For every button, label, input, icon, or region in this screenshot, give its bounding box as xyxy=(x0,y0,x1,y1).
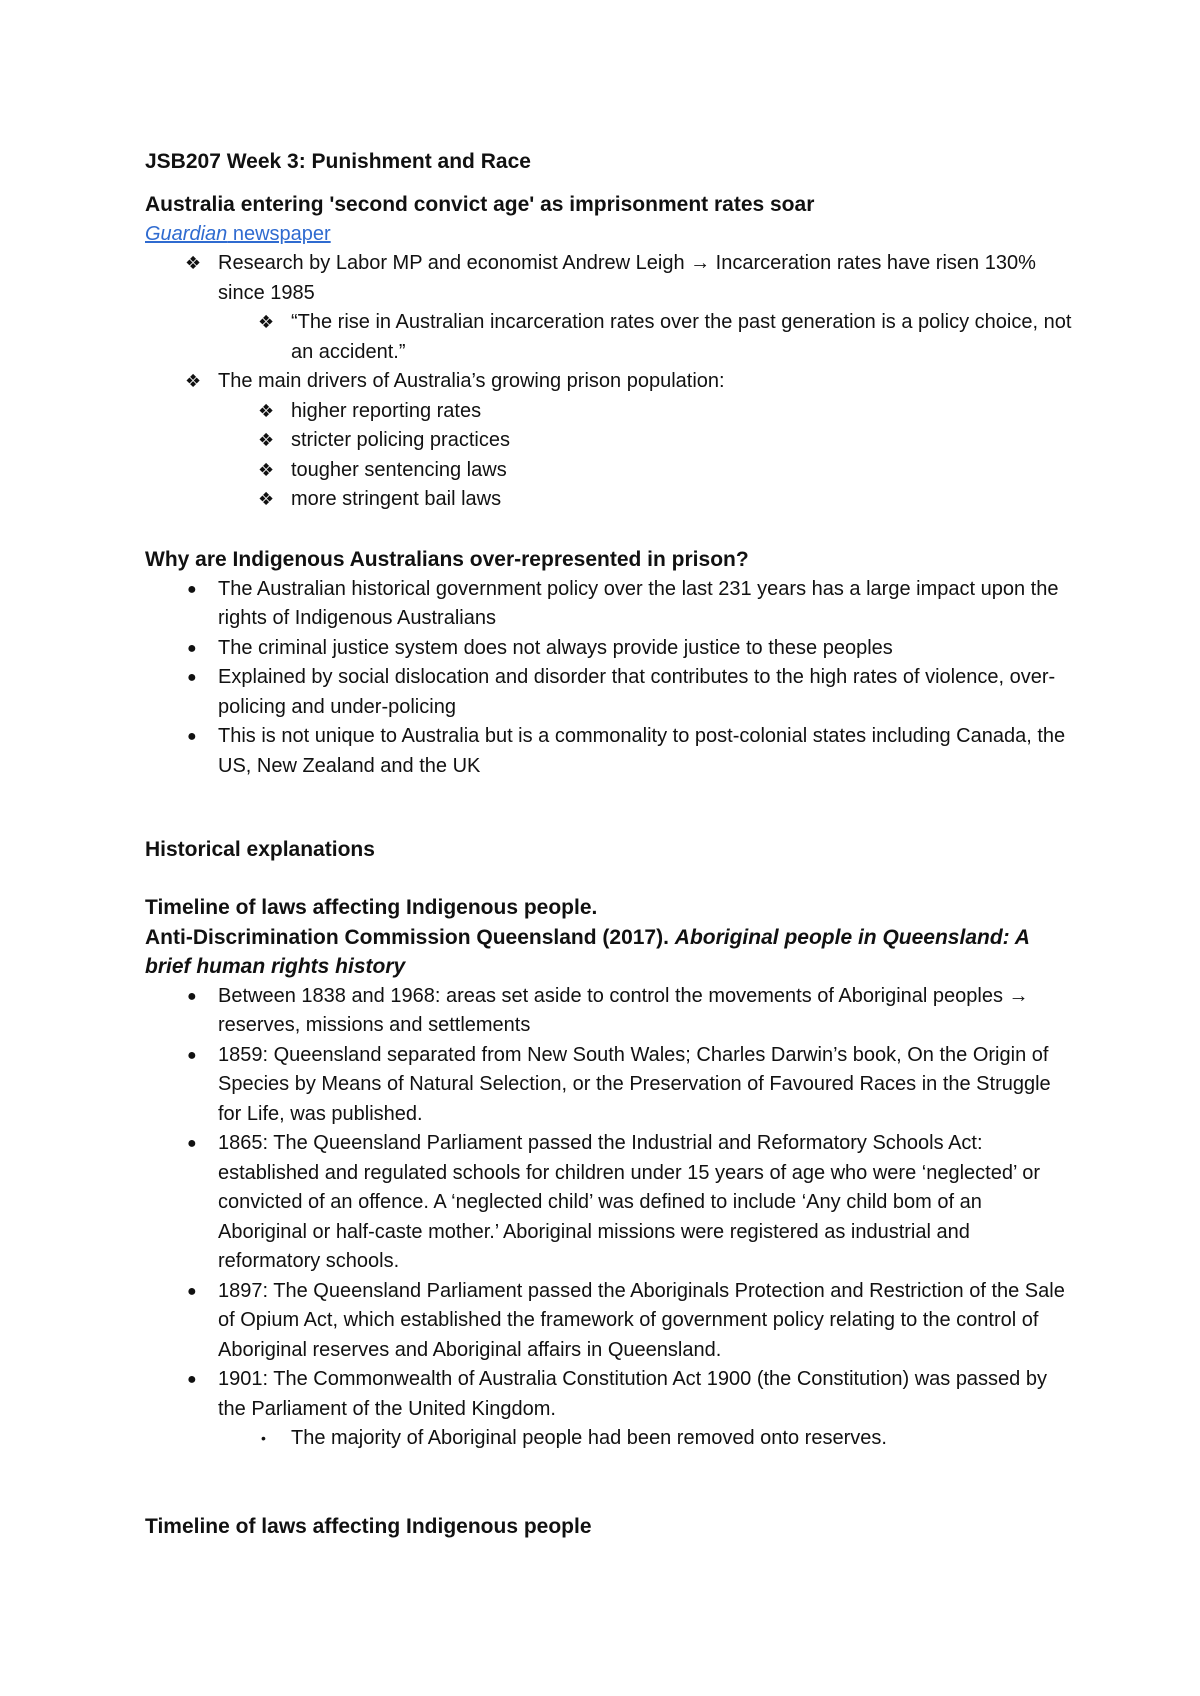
list-item-text: Research by Labor MP and economist Andrew Leigh → Incarceration rates have risen 130% since 1985 xyxy=(218,252,1036,304)
source-link-rest[interactable]: newspaper xyxy=(227,222,331,245)
diamond-bullet-icon: ❖ xyxy=(258,312,275,332)
section-historical xyxy=(145,835,1075,865)
list-item-text: 1897: The Queensland Parliament passed the Aboriginals Protection and Restriction of the Sale of Opium Act, which established the framework of government policy relating to the control of Aboriginal reserves and Aboriginal affairs in Queensland. xyxy=(218,1279,1065,1361)
section-heading: Timeline of laws affecting Indigenous people xyxy=(145,1515,592,1538)
list-item xyxy=(145,426,1075,456)
section-guardian xyxy=(145,190,1075,515)
list-item-text: 1865: The Queensland Parliament passed the Industrial and Reformatory Schools Act: established and regulated schools for children under 15 years of age who were ‘neglected’ or convicted of an offence. A ‘neglected child’ was defined to include ‘Any child bom of an Aboriginal or half-caste mother.’ Aboriginal missions were registered as industrial and reformatory schools. xyxy=(218,1132,1040,1272)
list-item-text: The majority of Aboriginal people had been removed onto reserves. xyxy=(291,1427,887,1449)
small-bullet-dot-icon: • xyxy=(261,1430,266,1446)
guardian-list xyxy=(145,249,1075,515)
bullet-dot-icon: ● xyxy=(187,728,197,745)
bullet-dot-icon: ● xyxy=(187,580,197,598)
list-item xyxy=(145,1129,1075,1277)
list-item-text: The Australian historical government policy over the last 231 years has a large impact upon the rights of Indigenous Australians xyxy=(218,577,1059,629)
document-title xyxy=(145,147,1075,178)
list-item xyxy=(145,634,1075,664)
citation-author: Anti-Discrimination Commission Queensland (2017). xyxy=(145,925,675,949)
list-item xyxy=(145,722,1075,781)
list-item-text: higher reporting rates xyxy=(291,399,482,422)
section-heading: Historical explanations xyxy=(145,838,375,861)
timeline-list xyxy=(145,982,1075,1454)
source-link[interactable] xyxy=(145,220,1075,250)
section-heading: Why are Indigenous Australians over-represented in prison? xyxy=(145,548,749,571)
bullet-dot-icon: ● xyxy=(187,1282,197,1300)
list-item-text: more stringent bail laws xyxy=(291,488,502,510)
section-overrepresentation xyxy=(145,545,1075,781)
list-item-text: The criminal justice system does not always provide justice to these peoples xyxy=(218,636,893,659)
bullet-dot-icon: ● xyxy=(187,1135,197,1152)
list-item xyxy=(145,1041,1075,1130)
list-item-text: “The rise in Australian incarceration rates over the past generation is a policy choice, not an accident.” xyxy=(291,311,1072,363)
list-item xyxy=(145,575,1075,634)
list-item xyxy=(145,982,1075,1041)
diamond-bullet-icon: ❖ xyxy=(258,459,275,480)
list-item xyxy=(145,485,1075,515)
section-heading: Australia entering 'second convict age' as imprisonment rates soar xyxy=(145,193,815,216)
citation xyxy=(145,923,1075,982)
bullet-dot-icon: ● xyxy=(187,987,197,1005)
list-item-text: 1859: Queensland separated from New South Wales; Charles Darwin’s book, On the Origin of Species by Means of Natural Selection, or the Preservation of Favoured Races in the Struggle for Life, was published. xyxy=(218,1043,1051,1125)
list-item-text: Explained by social dislocation and disorder that contributes to the high rates of violence, over-policing and under-policing xyxy=(218,666,1056,718)
section-timeline xyxy=(145,893,1075,1454)
list-item xyxy=(145,308,1075,367)
list-item xyxy=(145,249,1075,308)
bullet-dot-icon: ● xyxy=(187,1046,197,1064)
list-item xyxy=(145,397,1075,427)
list-item-text: Between 1838 and 1968: areas set aside to control the movements of Aboriginal peoples → reserves, missions and settlements xyxy=(218,984,1029,1036)
diamond-bullet-icon: ❖ xyxy=(185,371,202,391)
diamond-bullet-icon: ❖ xyxy=(258,430,275,450)
section-heading: Timeline of laws affecting Indigenous people. xyxy=(145,896,598,919)
bullet-dot-icon: ● xyxy=(187,639,197,657)
list-item-text: This is not unique to Australia but is a commonality to post-colonial states including Canada, the US, New Zealand and the UK xyxy=(218,725,1066,777)
bullet-dot-icon: ● xyxy=(187,669,197,686)
citation-title: Aboriginal people in Queensland: A brief human rights history xyxy=(145,925,1030,978)
overrepresentation-list xyxy=(145,575,1075,782)
list-item xyxy=(145,367,1075,397)
list-item xyxy=(145,1365,1075,1424)
document-title-text: JSB207 Week 3: Punishment and Race xyxy=(145,150,531,173)
section-timeline-2 xyxy=(145,1512,1075,1542)
list-item-text: 1901: The Commonwealth of Australia Constitution Act 1900 (the Constitution) was passed by the Parliament of the United Kingdom. xyxy=(218,1368,1047,1420)
bullet-dot-icon: ● xyxy=(187,1371,197,1388)
list-item xyxy=(145,1277,1075,1366)
list-item xyxy=(145,1424,1075,1454)
list-item xyxy=(145,456,1075,486)
source-link-italic[interactable]: Guardian xyxy=(145,222,228,245)
list-item-text: tougher sentencing laws xyxy=(291,458,507,481)
diamond-bullet-icon: ❖ xyxy=(185,253,202,273)
list-item xyxy=(145,663,1075,722)
list-item-text: The main drivers of Australia’s growing prison population: xyxy=(218,370,725,392)
diamond-bullet-icon: ❖ xyxy=(258,489,275,509)
list-item-text: stricter policing practices xyxy=(291,429,510,451)
diamond-bullet-icon: ❖ xyxy=(258,400,275,421)
